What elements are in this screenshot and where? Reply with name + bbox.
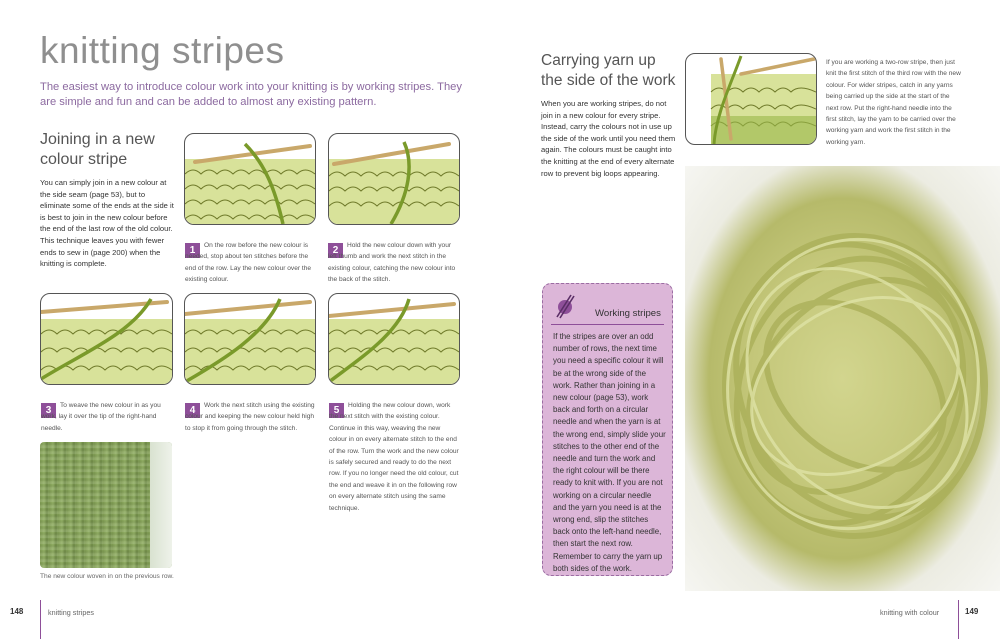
knitting-diagram-1 xyxy=(185,134,315,224)
section-heading-joining: Joining in a new colour stripe xyxy=(40,131,155,168)
tip-box xyxy=(542,283,673,576)
page-number-right: 149 xyxy=(965,607,979,616)
step-number-2: 2 xyxy=(328,243,343,258)
footer-divider-left xyxy=(40,600,41,639)
footer-label-left: knitting stripes xyxy=(48,608,94,617)
knitting-diagram-5 xyxy=(329,294,459,384)
footer-label-right: knitting with colour xyxy=(880,608,940,617)
yarn-ball-photo xyxy=(685,166,1000,591)
side-note-two-row-stripe: If you are working a two-row stripe, then just knit the first stitch of the third row with the new colour. For wider stripes, catch in any yarns being carried up the side at the start of the next row. Put the right-hand needle into the first stitch, lay the yarn to be carried over the working yarn and work the first stitch in the working yarn. xyxy=(826,59,961,146)
carrying-yarn-illustration xyxy=(685,53,817,145)
page-title: knitting stripes xyxy=(40,30,285,71)
step-number-1: 1 xyxy=(185,243,200,258)
knitting-diagram-2 xyxy=(329,134,459,224)
tip-divider xyxy=(551,324,664,325)
step-text-2: Hold the new colour down with your left thumb and work the next stitch in the existing colour, catching the new colour into the back of the stitch. xyxy=(328,242,456,284)
step-text-4: Work the next stitch using the existing colour and keeping the new colour held high to stop it from going through the stitch. xyxy=(185,402,315,432)
step-text-3: To weave the new colour in as you work, lay it over the tip of the right-hand needle. xyxy=(41,402,161,432)
knitted-swatch-photo xyxy=(40,442,172,568)
step-number-3: 3 xyxy=(41,403,56,418)
step-1-illustration xyxy=(184,133,316,225)
knitting-needles-icon xyxy=(554,293,576,319)
step-5-illustration xyxy=(328,293,460,385)
step-number-4: 4 xyxy=(185,403,200,418)
section-body-carrying: When you are working stripes, do not join in a new colour for every stripe. Instead, carry the colours not in use up the side of the work until you need them again. The colours must be caught into the knitting at the end of every alternate row to prevent big loops appearing. xyxy=(541,99,676,178)
knitting-diagram-3 xyxy=(41,294,172,384)
knitting-diagram-carrying xyxy=(686,54,816,144)
page-number-left: 148 xyxy=(10,607,24,616)
tip-title: Working stripes xyxy=(595,308,661,319)
photo-caption: The new colour woven in on the previous row. xyxy=(40,573,174,580)
footer-divider-right xyxy=(958,600,959,639)
knitting-diagram-4 xyxy=(185,294,315,384)
step-2-illustration xyxy=(328,133,460,225)
yarn-ball-strands xyxy=(685,166,1000,591)
section-body-joining: You can simply join in a new colour at the side seam (page 53), but to eliminate some of the ends at the side it is best to join in the new colour before the end of the last row of the old colour. This technique leaves you with fewer ends to sew in (page 200) when the knitting is complete. xyxy=(40,178,174,269)
step-number-5: 5 xyxy=(329,403,344,418)
intro-paragraph: The easiest way to introduce colour work into your knitting is by working stripes. They are simple and fun and can be added to almost any existing pattern. xyxy=(40,81,463,108)
step-text-1: On the row before the new colour is needed, stop about ten stitches before the end of the row. Lay the new colour over the existing colour. xyxy=(185,242,312,284)
tip-text: If the stripes are over an odd number of rows, the next time you need a specific colour it will be at the wrong side of the work. Rather than joining in a new colour (page 53), work back and forth on a circular needle and when the yarn is at the wrong end, simply slide your stitches to the other end of the needle and turn the work and the right colour will be there ready to knit with. If you are not working on a circular needle and the yarn you need is at the wrong end, slip the stitches back onto the left-hand needle, then start the next row. Remember to carry the yarn up both sides of the work. xyxy=(553,332,666,573)
step-3-illustration xyxy=(40,293,173,385)
step-text-5: Holding the new colour down, work the next stitch with the existing colour. Continue in this way, weaving the new colour in on every alternate stitch to the end of the row. Turn the work and the new colour is safely secured and ready to do the next row. If you no longer need the old colour, cut the end and weave it in on the following row on every alternate stitch using the same technique. xyxy=(329,402,459,512)
step-4-illustration xyxy=(184,293,316,385)
section-heading-carrying: Carrying yarn up the side of the work xyxy=(541,52,676,89)
